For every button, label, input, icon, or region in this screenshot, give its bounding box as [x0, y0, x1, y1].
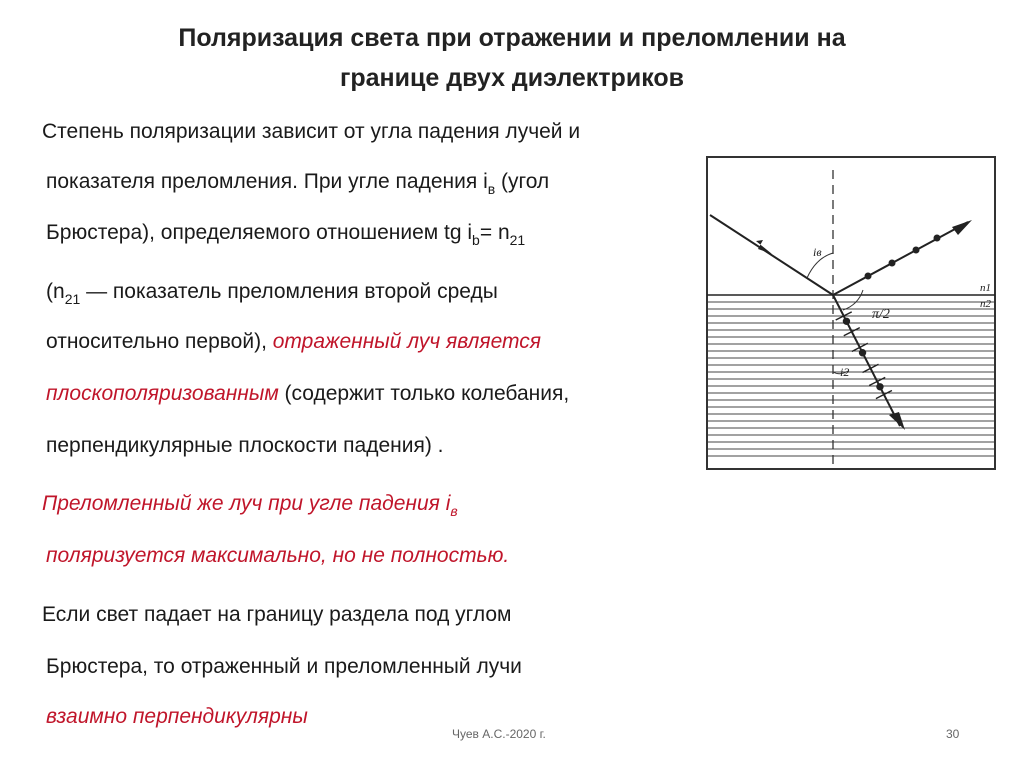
title-line-1: Поляризация света при отражении и преломлении на: [178, 24, 846, 52]
label-pi-half: π/2: [872, 307, 890, 322]
label-n1: n1: [980, 282, 991, 294]
refracted-ray: [833, 295, 900, 426]
polarization-stroke: [844, 328, 860, 336]
p3-line-2: Брюстера, то отраженный и преломленный лучи: [46, 655, 522, 678]
dot: [889, 260, 896, 267]
p1-line-5: относительно первой), отраженный луч является: [46, 330, 542, 353]
footer-page-number: 30: [946, 727, 960, 741]
reflected-ray: [833, 222, 968, 295]
right-angle-arc: [843, 290, 863, 310]
label-i-brewster: iв: [813, 245, 822, 259]
reflected-arrow: [952, 220, 972, 235]
title-line-2: границе двух диэлектриков: [339, 64, 685, 92]
p3-line-1: Если свет падает на границу раздела под углом: [42, 603, 512, 626]
dot: [865, 273, 872, 280]
dot: [913, 247, 920, 254]
polarization-dot: [860, 350, 866, 356]
p1-line-6: плоскополяризованным (содержит только колебания,: [46, 382, 570, 405]
p1-line-4: ($n_{21}$ — показатель преломления второй среды: [46, 280, 498, 307]
p2-line-2: поляризуется максимально, но не полностью.: [46, 544, 510, 567]
slide-title: [0, 18, 1024, 98]
footer-author: Чуев А.С.-2020 г.: [452, 727, 546, 741]
label-i2: i2: [840, 365, 850, 379]
p3-line-3: взаимно перпендикулярны: [46, 705, 308, 728]
label-n2: n2: [980, 298, 991, 310]
p1-line-7: перпендикулярные плоскости падения) .: [46, 434, 444, 457]
polarization-dot: [877, 384, 883, 390]
second-medium-hatching: [708, 302, 994, 456]
brewster-angle-diagram: [700, 150, 1000, 472]
polarization-stroke: [876, 390, 892, 398]
dot: [934, 235, 941, 242]
p1-line-1: Степень поляризации зависит от угла падения лучей и: [42, 120, 581, 143]
polarization-dot: [843, 318, 849, 324]
p2-line-1: Преломленный же луч при угле падения $i_в$: [42, 492, 458, 519]
p1-line-2: показателя преломления. При угле падения $i_в$ (угол: [46, 170, 550, 197]
p1-line-3: Брюстера), определяемого отношением tg $i_b= n_{21}$: [46, 221, 526, 248]
